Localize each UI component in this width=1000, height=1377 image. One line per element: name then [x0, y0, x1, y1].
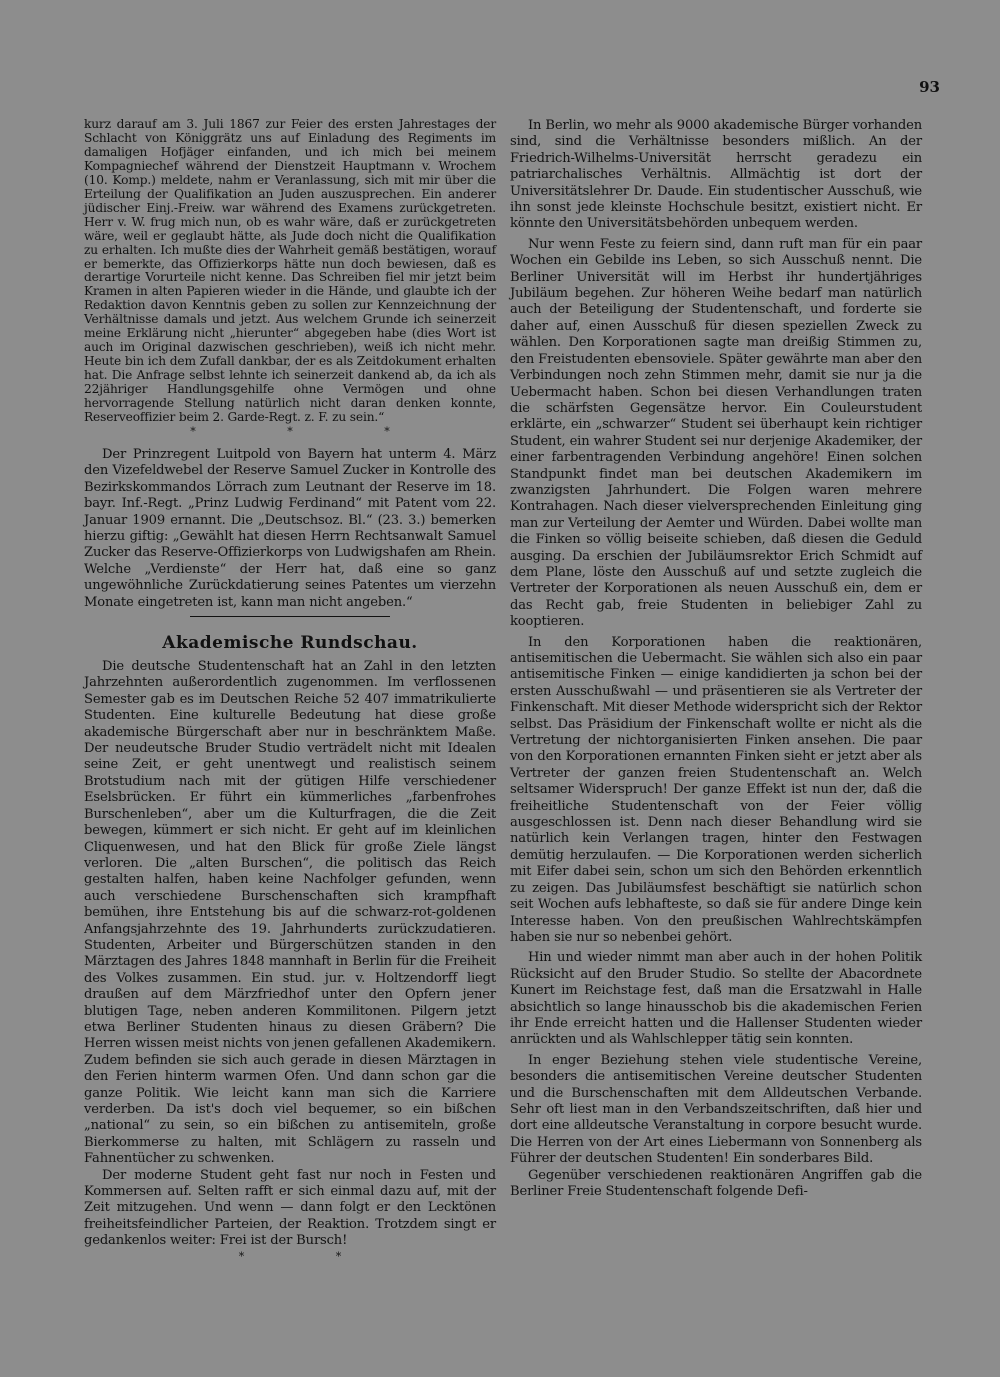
right-column: [510, 118, 922, 1200]
berlin-paragraph-1: In Berlin, wo mehr als 9000 akademische Bürger vorhanden sind, sind die Verhältnisse besonders mißlich. An der Friedrich-Wilhelms-Universität herrscht geradezu ein patriarchalisches Verhältnis. Allmächtig ist dort der Universitätslehrer Dr. Daude. Ein studentischer Ausschuß, wie ihn sonst jede kleinste Hochschule besitzt, existiert nicht. Er könnte den Universitätsbehörden unbequem werden.: [510, 118, 922, 232]
intro-quote-paragraph: kurz darauf am 3. Juli 1867 zur Feier des ersten Jahrestages der Schlacht von Königgrätz uns auf Einladung des Regiments im damaligen Hofjäger einfanden, und ich mich bei meinem Kompagniechef während der Dienstzeit Hauptmann v. Wrochem (10. Komp.) meldete, nahm er Veranlassung, sich mit mir über die Erteilung der Qualifikation an Juden auszusprechen. Ein anderer jüdischer Einj.-Freiw. war während des Examens zurückgetreten. Herr v. W. frug mich nun, ob es wahr wäre, daß er zurückgetreten wäre, weil er geglaubt hätte, als Jude doch nicht die Qualifikation zu erhalten. Ich mußte dies der Wahrheit gemäß bestätigen, worauf er bemerkte, das Offizierkorps hätte nun doch bewiesen, daß es derartige Vorurteile nicht kenne. Das Schreiben fiel mir jetzt beim Kramen in alten Papieren wieder in die Hände, und glaubte ich der Redaktion davon Kenntnis geben zu sollen zur Kennzeichnung der Verhältnisse damals und jetzt. Aus welchem Grunde ich seinerzeit meine Erklärung nicht „hierunter“ abgegeben habe (dies Wort ist auch im Original dazwischen geschrieben), weiß ich nicht mehr. Heute bin ich dem Zufall dankbar, der es als Zeitdokument erhalten hat. Die Anfrage selbst lehnte ich seinerzeit dankend ab, da ich als 22jähriger Handlungsgehilfe ohne Vermögen und ohne hervorragende Stellung natürlich nicht daran denken konnte, Reserveoffizier beim 2. Garde-Regt. z. F. zu sein.“: [84, 117, 496, 425]
berlin-paragraph-6: Gegenüber verschiedenen reaktionären Angriffen gab die Berliner Freie Studentenschaft folgende Defi-: [510, 1167, 922, 1199]
section-divider: [190, 616, 390, 617]
section-heading: Akademische Rundschau.: [162, 633, 418, 654]
berlin-paragraph-5: In enger Beziehung stehen viele studentische Vereine, besonders die antisemitischen Vereine deutscher Studenten und die Burschenschaften mit dem Alldeutschen Verbande. Sehr oft liest man in den Verbandszeitschriften, daß hier und dort eine alldeutsche Veranstaltung in corpore besucht wurde. Die Herren von der Art eines Liebermann von Sonnenberg als Führer der deutschen Studenten! Ein sonderbares Bild.: [510, 1052, 922, 1167]
rundschau-paragraph-2: Der moderne Student geht fast nur noch in Festen und Kommersen auf. Selten rafft er sich einmal dazu auf, mit der Zeit mitzugehen. Und wenn — dann folgt er den Lecktönen freiheitsfeindlicher Parteien, der Reaktion. Trotzdem singt er gedankenlos weiter: Frei ist der Bursch!: [84, 1167, 496, 1249]
left-column: [84, 118, 496, 1266]
rundschau-paragraph-1: Die deutsche Studentenschaft hat an Zahl in den letzten Jahrzehnten außerordentlich zugenommen. Im verflossenen Semester gab es im Deutschen Reiche 52 407 immatrikulierte Studenten. Eine kulturelle Bedeutung hat diese große akademische Bürgerschaft aber nur in beschränktem Maße. Der neudeutsche Bruder Studio verträdelt nicht mit Idealen seine Zeit, er geht unentwegt und realistisch seinem Brotstudium nach mit der gütigen Hilfe verschiedener Eselsbrücken. Er führt ein kümmerliches „farbenfrohes Burschenleben“, aber um die Kulturfragen, die die Zeit bewegen, kümmert er sich nicht. Er geht auf im kleinlichen Cliquenwesen, und hat den Blick für große Ziele längst verloren. Die „alten Burschen“, die politisch das Reich gestalten halfen, haben keine Nachfolger gefunden, wenn auch verschiedene Burschenschaften sich krampfhaft bemühen, ihre Entstehung bis auf die schwarz-rot-goldenen Anfangsjahrzehnte des 19. Jahrhunderts zurückzudatieren. Studenten, Arbeiter und Bürgerschützen standen in den Märztagen des Jahres 1848 mannhaft in Berlin für die Freiheit des Volkes zusammen. Ein stud. jur. v. Holtzendorff liegt draußen auf dem Märzfriedhof unter den Opfern jener blutigen Tage, neben anderen Kommilitonen. Pilgern jetzt etwa Berliner Studenten hinaus zu diesen Gräbern? Die Herren wissen meist nichts von jenen gefallenen Akademikern. Zudem befinden sie sich auch gerade in diesen Märztagen in den Ferien hinterm warmen Ofen. Und dann schon gar die ganze Politik. Wie leicht kann man sich die Karriere verderben. Da ist's doch viel bequemer, so ein bißchen „national“ zu sein, so ein bißchen zu antisemiteln, große Bierkommerse zu halten, mit Schlägern zu rasseln und Fahnentücher zu schwenken.: [84, 659, 496, 1167]
prinzregent-paragraph: Der Prinzregent Luitpold von Bayern hat unterm 4. März den Vizefeldwebel der Reserve Samuel Zucker in Kontrolle des Bezirkskommandos Lörrach zum Leutnant der Reserve im 18. bayr. Inf.-Regt. „Prinz Ludwig Ferdinand“ mit Patent vom 22. Januar 1909 ernannt. Die „Deutschsoz. Bl.“ (23. 3.) bemerken hierzu giftig: „Gewählt hat diesen Herrn Rechtsanwalt Samuel Zucker das Reserve-Offizierkorps von Ludwigshafen am Rhein. Welche „Verdienste“ der Herr hat, daß eine so ganz ungewöhnliche Zurückdatierung seines Patentes um vierzehn Monate eingetreten ist, kann man nicht angeben.“: [84, 446, 496, 610]
separator-stars-bottom: * *: [238, 1249, 386, 1263]
page-number: 93: [919, 78, 940, 96]
berlin-paragraph-2: Nur wenn Feste zu feiern sind, dann ruft man für ein paar Wochen ein Gebilde ins Leben, so sich Ausschuß nennt. Die Berliner Universität will im Herbst ihr hundertjähriges Jubiläum begehen. Zur höheren Weihe bedarf man natürlich auch der Beteiligung der Studentenschaft, und forderte sie daher auf, einen Ausschuß für diesen speziellen Zweck zu wählen. Den Korporationen sagte man dreißig Stimmen zu, den Freistudenten ebensoviele. Später gewährte man aber den Verbindungen noch zehn Stimmen mehr, damit sie nur ja die Uebermacht haben. Schon bei diesen Verhandlungen traten die schärfsten Gegensätze hervor. Ein Couleurstudent erklärte, ein „schwarzer“ Student sei überhaupt kein richtiger Student, ein wahrer Student sei nur derjenige Akademiker, der einer farbentragenden Verbindung angehöre! Einen solchen Standpunkt findet man bei deutschen Akademikern im zwanzigsten Jahrhundert. Die Folgen waren mehrere Kontrahagen. Nach dieser vielversprechenden Einleitung ging man zur Verteilung der Aemter und Würden. Dabei wollte man die Finken so völlig beiseite schieben, daß diesen die Geduld ausging. Da erschien der Jubiläumsrektor Erich Schmidt auf dem Plane, löste den Ausschuß auf und setzte zugleich die Vertreter der Korporationen als neuen Ausschuß ein, dem er das Recht gab, freie Studenten in beliebiger Zahl zu kooptieren.: [510, 236, 922, 630]
berlin-paragraph-3: In den Korporationen haben die reaktionären, antisemitischen die Uebermacht. Sie wählen sich also ein paar antisemitische Finken — einige kandidierten ja schon bei der ersten Ausschußwahl — und präsentieren sie als Vertreter der Finkenschaft. Mit dieser Methode widerspricht sich der Rektor selbst. Das Präsidium der Finkenschaft wollte er nicht als die Vertretung der nichtorganisierten Finken ansehen. Die paar von den Korporationen ernannten Finken sieht er jetzt aber als Vertreter der ganzen freien Studentenschaft an. Welch seltsamer Widerspruch! Der ganze Effekt ist nun der, daß die freiheitliche Studentenschaft von der Feier völlig ausgeschlossen ist. Denn nach dieser Behandlung wird sie natürlich kein Verlangen tragen, hinter den Festwagen demütig herzulaufen. — Die Korporationen werden sicherlich mit Eifer dabei sein, schon um sich den Behörden erkenntlich zu zeigen. Das Jubiläumsfest beschäftigt sie natürlich schon seit Wochen aufs lebhafteste, so daß sie für andere Dinge kein Interesse haben. Von den preußischen Wahlrechtskämpfen haben sie nur so nebenbei gehört.: [510, 634, 922, 945]
berlin-paragraph-4: Hin und wieder nimmt man aber auch in der hohen Politik Rücksicht auf den Bruder Studio. So stellte der Abacordnete Kunert im Reichstage fest, daß man die Ersatzwahl in Halle absichtlich so lange hinausschob bis die akademischen Ferien ihr Ende erreicht hatten und die Hallenser Studenten wieder anrückten und als Wahlschlepper tätig sein konnten.: [510, 950, 922, 1048]
separator-stars: * * *: [190, 424, 434, 438]
